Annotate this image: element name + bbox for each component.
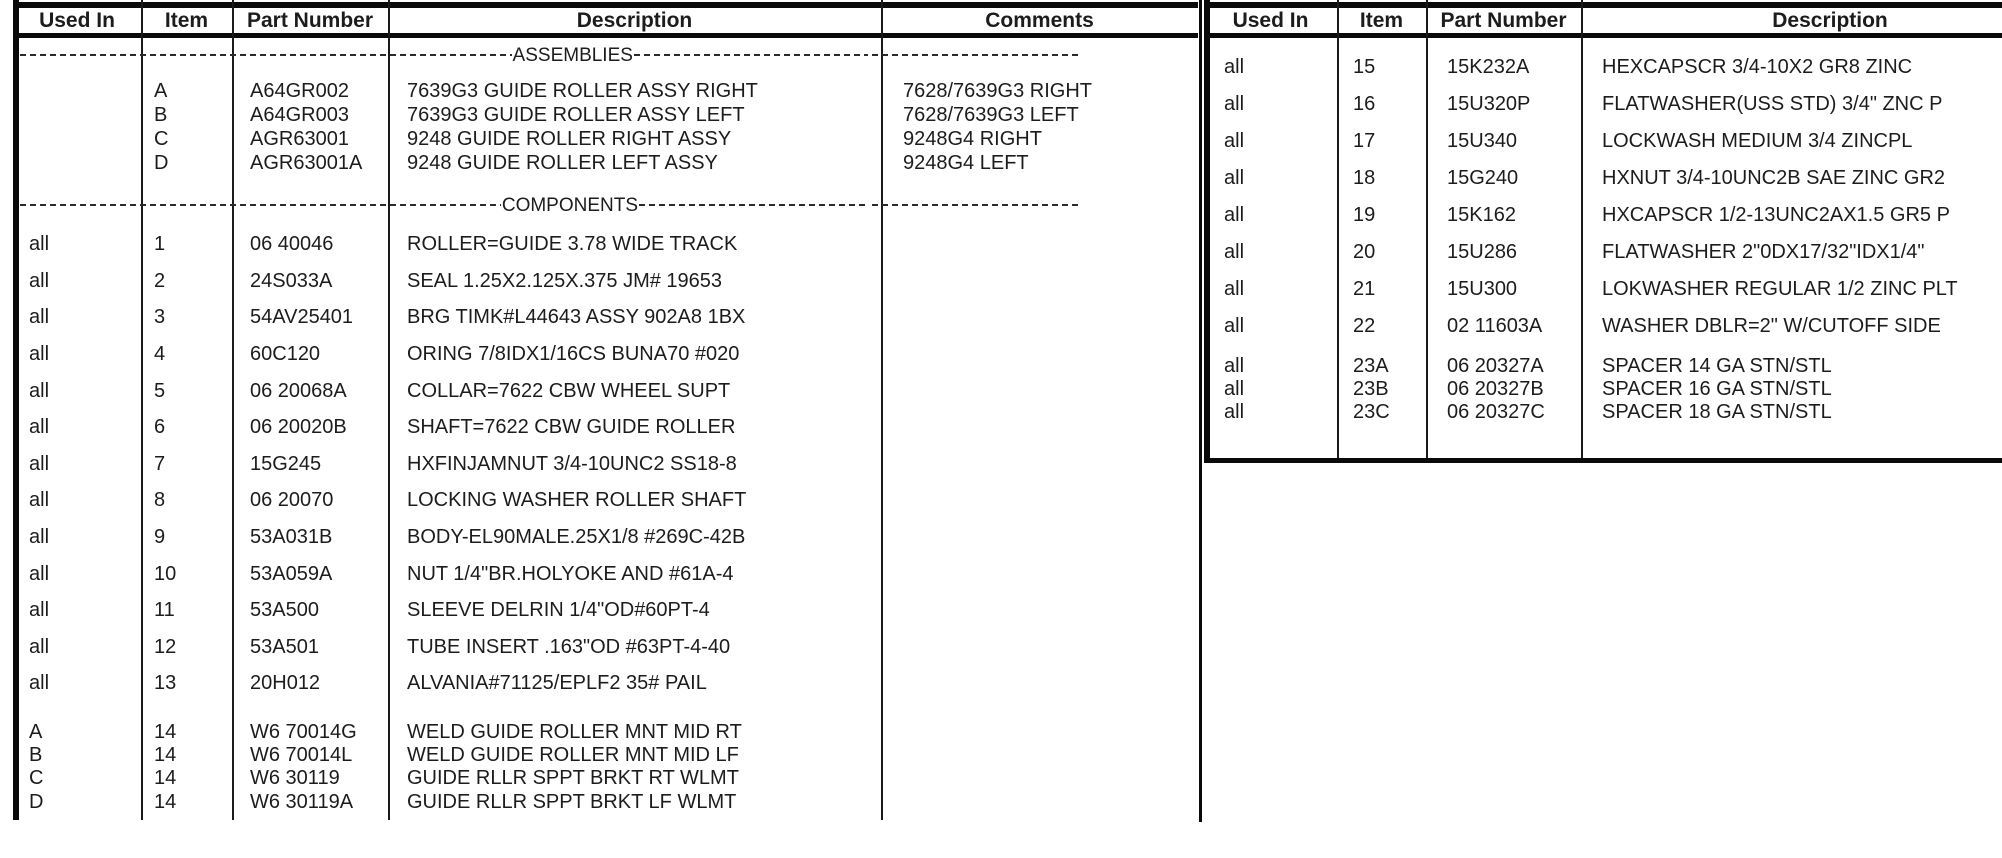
used-in-cell: all <box>29 306 50 329</box>
item-cell: 13 <box>154 672 177 695</box>
table-row <box>13 263 1198 300</box>
left-table-header-row <box>13 8 1198 33</box>
right-table-header-row <box>1204 8 2002 33</box>
part-number-cell: 06 20070 <box>250 489 334 512</box>
used-in-cell: all <box>29 416 50 439</box>
part-number-cell: 20H012 <box>250 672 321 695</box>
description-cell: BODY-EL90MALE.25X1/8 #269C-42B <box>407 526 746 549</box>
table-row <box>13 79 1198 103</box>
table-row <box>13 226 1198 263</box>
table-row <box>13 409 1198 446</box>
item-cell: 14 <box>154 720 177 743</box>
description-cell: GUIDE RLLR SPPT BRKT RT WLMT <box>407 767 739 790</box>
used-in-cell: C <box>29 767 44 790</box>
part-number-cell: 15U340 <box>1447 129 1518 152</box>
part-number-cell: 06 20327C <box>1447 401 1545 424</box>
used-in-cell: all <box>1224 129 1245 152</box>
item-cell: 5 <box>154 379 166 402</box>
comments-cell: 9248G4 LEFT <box>903 152 1029 174</box>
description-cell: SLEEVE DELRIN 1/4"OD#60PT-4 <box>407 599 710 622</box>
item-cell: 14 <box>154 767 177 790</box>
table-row <box>13 629 1198 666</box>
comments-cell: 9248G4 RIGHT <box>903 128 1042 150</box>
table-row <box>13 767 1198 790</box>
description-cell: WELD GUIDE ROLLER MNT MID LF <box>407 744 739 767</box>
description-cell: HXNUT 3/4-10UNC2B SAE ZINC GR2 <box>1602 166 1946 189</box>
table-row <box>13 790 1198 813</box>
used-in-cell: all <box>29 233 50 256</box>
section-label-components: COMPONENTS <box>501 194 639 216</box>
column-header-item: Item <box>164 9 209 32</box>
item-cell: 10 <box>154 562 177 585</box>
part-number-cell: 06 20020B <box>250 416 347 439</box>
column-header-part-number: Part Number <box>246 9 374 32</box>
used-in-cell: all <box>1224 55 1245 78</box>
part-number-cell: 53A031B <box>250 526 333 549</box>
used-in-cell: all <box>29 562 50 585</box>
table-row <box>13 299 1198 336</box>
table-row <box>1204 401 2002 424</box>
part-number-cell: 53A500 <box>250 599 319 622</box>
item-cell: 17 <box>1353 129 1376 152</box>
description-cell: COLLAR=7622 CBW WHEEL SUPT <box>407 379 731 402</box>
description-cell: ORING 7/8IDX1/16CS BUNA70 #020 <box>407 343 740 366</box>
item-cell: 21 <box>1353 277 1376 300</box>
dash-line <box>634 54 868 56</box>
description-cell: ALVANIA#71125/EPLF2 35# PAIL <box>407 672 707 695</box>
description-cell: 9248 GUIDE ROLLER LEFT ASSY <box>407 152 718 174</box>
column-header-used-in: Used In <box>1232 9 1309 32</box>
table-row <box>1204 307 2002 344</box>
hardware-rows-group <box>1204 48 2002 344</box>
item-cell: 3 <box>154 306 166 329</box>
table-row <box>13 743 1198 766</box>
used-in-cell: all <box>1224 277 1245 300</box>
description-cell: HXFINJAMNUT 3/4-10UNC2 SS18-8 <box>407 452 737 475</box>
used-in-cell: all <box>1224 378 1245 401</box>
column-header-description: Description <box>1772 9 1888 32</box>
item-cell: 23B <box>1353 378 1389 401</box>
used-in-cell: all <box>29 526 50 549</box>
table-row <box>13 482 1198 519</box>
description-cell: SPACER 14 GA STN/STL <box>1602 354 1832 377</box>
used-in-cell: all <box>1224 354 1245 377</box>
comments-cell: 7628/7639G3 RIGHT <box>903 80 1092 102</box>
item-cell: 9 <box>154 526 166 549</box>
description-cell: SPACER 18 GA STN/STL <box>1602 401 1832 424</box>
part-number-cell: 53A501 <box>250 635 319 658</box>
column-header-part-number: Part Number <box>1440 9 1567 32</box>
table-row <box>13 592 1198 629</box>
used-in-cell: all <box>29 635 50 658</box>
part-number-cell: 15U300 <box>1447 277 1518 300</box>
table-row <box>13 127 1198 151</box>
item-cell: B <box>154 104 168 126</box>
dash-line <box>20 54 512 56</box>
item-cell: 6 <box>154 416 166 439</box>
part-number-cell: W6 70014G <box>250 720 357 743</box>
item-cell: A <box>154 80 168 102</box>
item-cell: 20 <box>1353 240 1376 263</box>
part-number-cell: 15K232A <box>1447 55 1530 78</box>
item-cell: 4 <box>154 343 166 366</box>
table-row <box>1204 159 2002 196</box>
item-cell: 7 <box>154 452 166 475</box>
description-cell: TUBE INSERT .163"OD #63PT-4-40 <box>407 635 731 658</box>
table-row <box>1204 270 2002 307</box>
used-in-cell: all <box>29 489 50 512</box>
description-cell: NUT 1/4"BR.HOLYOKE AND #61A-4 <box>407 562 734 585</box>
table-row <box>13 151 1198 175</box>
dash-line-comments <box>872 54 1080 56</box>
section-divider-assemblies <box>13 44 1198 66</box>
section-divider-components <box>13 194 1198 216</box>
description-cell: FLATWASHER(USS STD) 3/4" ZNC P <box>1602 92 1943 115</box>
part-number-cell: 06 20327B <box>1447 378 1544 401</box>
comments-cell: 7628/7639G3 LEFT <box>903 104 1079 126</box>
part-number-cell: AGR63001 <box>250 128 349 150</box>
item-cell: 1 <box>154 233 166 256</box>
description-cell: HXCAPSCR 1/2-13UNC2AX1.5 GR5 P <box>1602 203 1950 226</box>
table-row <box>13 103 1198 127</box>
table-row <box>13 519 1198 556</box>
part-number-cell: AGR63001A <box>250 152 363 174</box>
used-in-cell: all <box>29 452 50 475</box>
item-cell: 12 <box>154 635 177 658</box>
item-cell: 11 <box>154 599 175 622</box>
right-parts-table <box>1204 0 2002 463</box>
used-in-cell: all <box>1224 166 1245 189</box>
item-cell: 18 <box>1353 166 1376 189</box>
description-cell: GUIDE RLLR SPPT BRKT LF WLMT <box>407 790 737 813</box>
table-row <box>1204 122 2002 159</box>
part-number-cell: W6 70014L <box>250 744 353 767</box>
used-in-cell: all <box>29 343 50 366</box>
column-header-description: Description <box>576 9 693 32</box>
table-row <box>1204 85 2002 122</box>
item-cell: 19 <box>1353 203 1376 226</box>
part-number-cell: 15G245 <box>250 452 322 475</box>
part-number-cell: 60C120 <box>250 343 321 366</box>
description-cell: WELD GUIDE ROLLER MNT MID RT <box>407 720 742 743</box>
table-row <box>1204 196 2002 233</box>
table-row <box>1204 48 2002 85</box>
component-rows-group <box>13 226 1198 702</box>
spacer-rows-group <box>1204 354 2002 424</box>
description-cell: FLATWASHER 2"0DX17/32"IDX1/4" <box>1602 240 1925 263</box>
part-number-cell: A64GR002 <box>250 80 349 102</box>
description-cell: SPACER 16 GA STN/STL <box>1602 378 1832 401</box>
table-row <box>13 446 1198 483</box>
page-column-divider-line <box>1199 0 1202 822</box>
used-in-cell: all <box>29 379 50 402</box>
used-in-cell: B <box>29 744 43 767</box>
section-label-assemblies: ASSEMBLIES <box>512 44 633 66</box>
part-number-cell: W6 30119 <box>250 767 340 790</box>
part-number-cell: 15U320P <box>1447 92 1531 115</box>
assemblies-divider-line <box>20 44 868 66</box>
item-cell: 14 <box>154 790 177 813</box>
part-number-cell: 02 11603A <box>1447 314 1543 337</box>
description-cell: SHAFT=7622 CBW GUIDE ROLLER <box>407 416 736 439</box>
description-cell: LOCKWASH MEDIUM 3/4 ZINCPL <box>1602 129 1913 152</box>
description-cell: HEXCAPSCR 3/4-10X2 GR8 ZINC <box>1602 55 1913 78</box>
table-row <box>13 720 1198 743</box>
item-cell: 8 <box>154 489 166 512</box>
item-cell: 15 <box>1353 55 1376 78</box>
description-cell: LOKWASHER REGULAR 1/2 ZINC PLT <box>1602 277 1958 300</box>
description-cell: WASHER DBLR=2" W/CUTOFF SIDE <box>1602 314 1941 337</box>
used-in-cell: all <box>29 599 50 622</box>
part-number-cell: 15G240 <box>1447 166 1519 189</box>
table-row <box>1204 233 2002 270</box>
components-divider-line <box>20 194 868 216</box>
part-number-cell: 15K162 <box>1447 203 1516 226</box>
table-row <box>13 372 1198 409</box>
part-number-cell: 53A059A <box>250 562 333 585</box>
used-in-cell: all <box>1224 401 1245 424</box>
used-in-cell: all <box>1224 240 1245 263</box>
item-cell: 23C <box>1353 401 1390 424</box>
used-in-cell: D <box>29 790 44 813</box>
description-cell: 7639G3 GUIDE ROLLER ASSY RIGHT <box>407 80 758 102</box>
dash-line <box>639 204 868 206</box>
used-in-cell: all <box>1224 92 1245 115</box>
table-row <box>1204 354 2002 377</box>
right-table-bottom-border <box>1204 458 2002 463</box>
dash-line <box>20 204 501 206</box>
table-row <box>13 555 1198 592</box>
part-number-cell: 06 20327A <box>1447 354 1544 377</box>
description-cell: LOCKING WASHER ROLLER SHAFT <box>407 489 747 512</box>
used-in-cell: A <box>29 720 43 743</box>
item-cell: C <box>154 128 169 150</box>
left-table-header-separator <box>13 33 1198 38</box>
left-parts-table <box>13 0 1198 824</box>
right-table-header-separator <box>1204 33 2002 38</box>
column-header-used-in: Used In <box>39 9 115 32</box>
part-number-cell: 54AV25401 <box>250 306 354 329</box>
used-in-cell: all <box>29 672 50 695</box>
table-row <box>13 336 1198 373</box>
item-cell: 14 <box>154 744 177 767</box>
table-row <box>13 665 1198 702</box>
column-header-item: Item <box>1359 9 1404 32</box>
part-number-cell: 24S033A <box>250 269 333 292</box>
dash-line-comments <box>872 204 1080 206</box>
used-in-cell: all <box>29 269 50 292</box>
description-cell: BRG TIMK#L44643 ASSY 902A8 1BX <box>407 306 746 329</box>
item-cell: 16 <box>1353 92 1376 115</box>
part-number-cell: A64GR003 <box>250 104 349 126</box>
assembly-rows-group <box>13 79 1198 175</box>
description-cell: 9248 GUIDE ROLLER RIGHT ASSY <box>407 128 732 150</box>
item-cell: 2 <box>154 269 166 292</box>
used-in-cell: all <box>1224 203 1245 226</box>
weldment-rows-group <box>13 720 1198 814</box>
column-header-comments: Comments <box>985 9 1094 32</box>
part-number-cell: 15U286 <box>1447 240 1518 263</box>
item-cell: 22 <box>1353 314 1376 337</box>
item-cell: 23A <box>1353 354 1389 377</box>
table-row <box>1204 377 2002 400</box>
part-number-cell: 06 40046 <box>250 233 334 256</box>
item-cell: D <box>154 152 169 174</box>
part-number-cell: 06 20068A <box>250 379 347 402</box>
description-cell: SEAL 1.25X2.125X.375 JM# 19653 <box>407 269 723 292</box>
used-in-cell: all <box>1224 314 1245 337</box>
description-cell: ROLLER=GUIDE 3.78 WIDE TRACK <box>407 233 738 256</box>
part-number-cell: W6 30119A <box>250 790 354 813</box>
description-cell: 7639G3 GUIDE ROLLER ASSY LEFT <box>407 104 745 126</box>
